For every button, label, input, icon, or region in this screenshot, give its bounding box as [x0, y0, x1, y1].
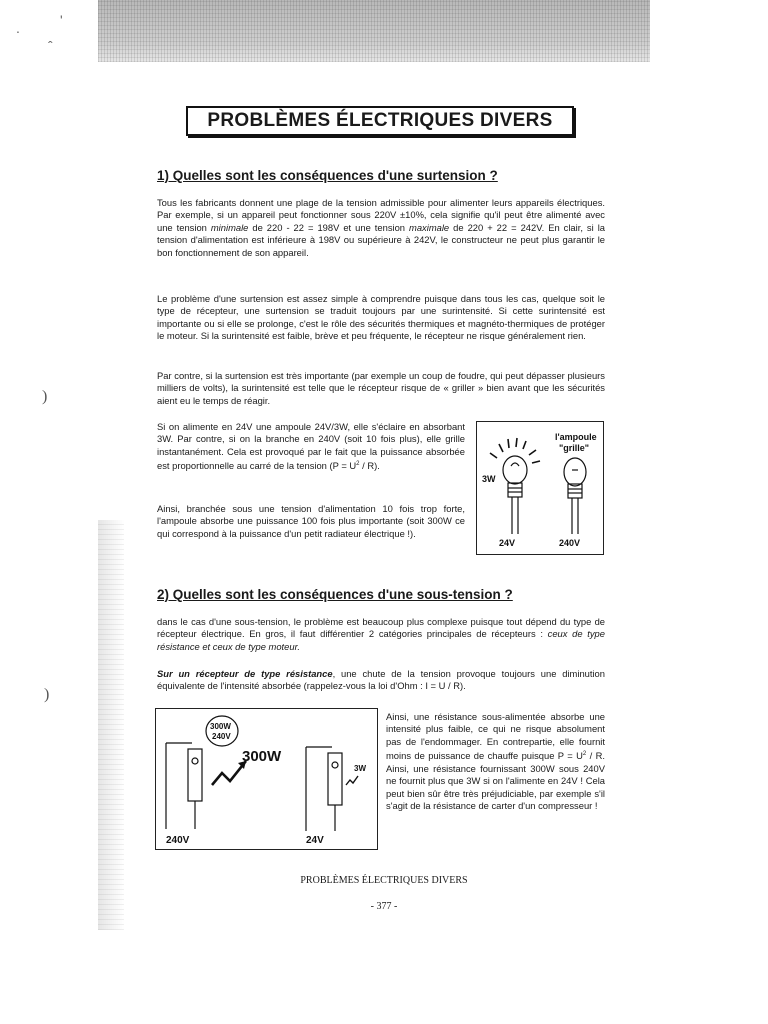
figure2-voltage-right: 24V	[306, 835, 324, 846]
bulb-diagram	[477, 422, 603, 554]
section1-paragraph-3: Par contre, si la surtension est très importante (par exemple un coup de foudre, qui peut dépasser plusieurs milliers de volts), la surintensité est telle que le récepteur risque de « griller » bien avant que les sécurités aient eu le temps de réagir.	[157, 370, 605, 406]
figure2-voltage-left: 240V	[166, 835, 190, 846]
small-arrow-icon	[346, 776, 358, 785]
section1-paragraph-4: Si on alimente en 24V une ampoule 24V/3W, elle s'éclaire en absorbant 3W. Par contre, si on la branche en 240V (soit 10 fois plus), elle grille instantanément. Cela est provoqué par le fait que la puissance absorbée est proportionnelle au carré de la tension $(P = U^2 / R)$.	[157, 421, 465, 472]
power-bubble	[206, 716, 238, 746]
margin-mark: )	[42, 388, 48, 405]
scan-header-noise	[98, 0, 650, 62]
light-rays	[490, 438, 540, 463]
bubble-power: 300W	[210, 722, 231, 731]
section2-paragraph-2: Sur un récepteur de type résistance, une chute de la tension provoque toujours une diminution équivalente de l'intensité absorbée (rappelez-vous la loi d'Ohm : I = U / R).	[157, 668, 605, 692]
figure-voltage-right: 240V	[559, 538, 581, 548]
burnt-bulb	[564, 458, 586, 534]
figure-voltage-left: 24V	[499, 538, 516, 548]
section2-paragraph-1: dans le cas d'une sous-tension, le problème est beaucoup plus complexe puisque tout dépend du type de récepteur électrique. En gros, il faut différentier 2 catégories principales de récepteurs : ceux de type résistance et ceux de type moteur.	[157, 616, 605, 652]
section2-heading: 2) Quelles sont les conséquences d'une sous-tension ?	[157, 587, 513, 602]
resistor-right	[306, 747, 342, 831]
scan-speck: '	[60, 12, 63, 28]
lit-bulb	[503, 456, 527, 534]
figure-label-grille: "grille"	[559, 443, 590, 453]
bubble-voltage: 240V	[212, 732, 231, 741]
resistor-left	[166, 743, 202, 829]
big-power-label: 300W	[242, 748, 282, 765]
page-title: PROBLÈMES ÉLECTRIQUES DIVERS	[186, 106, 574, 136]
section1-heading: 1) Quelles sont les conséquences d'une surtension ?	[157, 168, 498, 183]
resistor-figure	[155, 708, 378, 850]
margin-mark: )	[44, 686, 50, 703]
section1-paragraph-2: Le problème d'une surtension est assez simple à comprendre puisque dans tous les cas, quelque soit le type de récepteur, une surtension se traduit toujours par une surintensité. Si cette surintensité est importante ou si elle se prolonge, c'est le rôle des sécurités thermiques et magnéto-thermiques de protéger le moteur. Si la surintensité est faible, brève et peu fréquente, le récepteur ne risque généralement rien.	[157, 293, 605, 342]
figure-power-label: 3W	[482, 474, 496, 484]
figure-label-ampoule: l'ampoule	[555, 432, 597, 442]
footer-title: PROBLÈMES ÉLECTRIQUES DIVERS	[300, 875, 468, 886]
page-number: - 377 -	[370, 901, 398, 912]
scan-speck: .	[16, 20, 20, 36]
section1-paragraph-1: Tous les fabricants donnent une plage de la tension admissible pour alimenter leurs appareils électriques. Par exemple, si un appareil peut fonctionner sous 220V ±10%, cela signifie qu'il peut être alimenté avec une tension minimale de 220 - 22 = 198V et une tension maximale de 220 + 22 = 242V. En clair, si la tension d'alimentation est inférieure à 198V ou supérieure à 242V, le constructeur ne peut plus garantir le bon fonctionnement de son appareil.	[157, 197, 605, 258]
section1-paragraph-5: Ainsi, branchée sous une tension d'alimentation 10 fois trop forte, l'ampoule absorbe une puissance 100 fois plus importante (soit 300W ce qui correspond à la puissance d'un petit radiateur électrique !).	[157, 503, 465, 539]
section2-paragraph-3: Ainsi, une résistance sous-alimentée absorbe une intensité plus faible, ce qui ne risque absolument pas de l'endommager. En contrepartie, elle fournit moins de puissance de chauffe puisque $P = U^2 / R$. Ainsi, une résistance fournissant 300W sous 240V ne fournit plus que 3W si on l'alimente en 24V ! Cela peut bien sûr être très préjudiciable, par exemple s'il s'agit de la résistance de carter d'un compresseur !	[386, 711, 605, 811]
resistor-diagram	[156, 709, 377, 849]
scan-left-noise	[98, 520, 124, 930]
bulb-figure	[476, 421, 604, 555]
scan-speck: ˆ	[48, 38, 53, 54]
small-power-label: 3W	[354, 764, 366, 773]
